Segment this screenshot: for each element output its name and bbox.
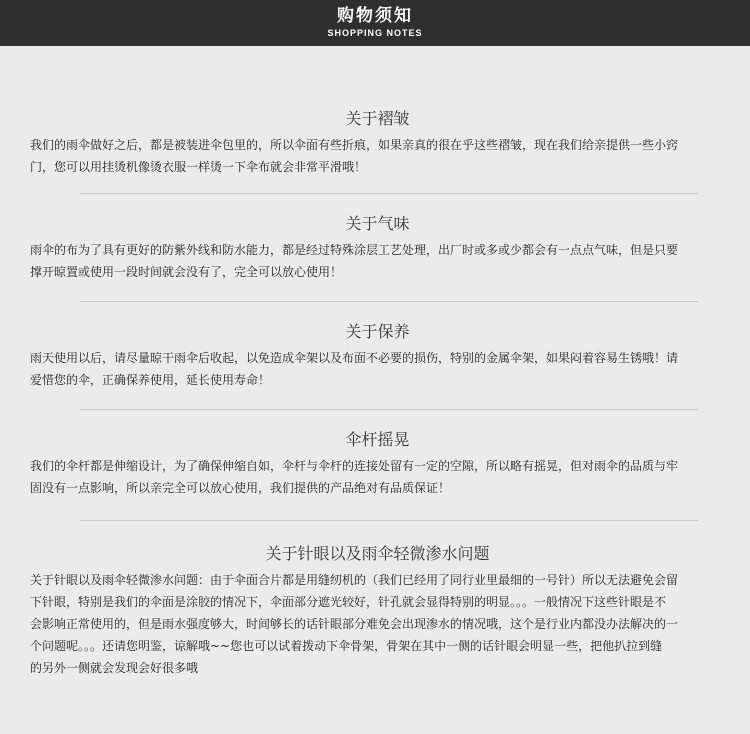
section-title: 关于针眼以及雨伞轻微渗水问题: [265, 544, 490, 563]
section-body: 我们的雨伞做好之后，都是被装进伞包里的，所以伞面有些折痕，如果亲真的很在乎这些褶皱，现在我们给亲提供一些小窍 门，您可以用挂烫机像烫衣服一样烫一下伞布就会非常平滑哦！: [30, 138, 679, 174]
divider: [80, 301, 698, 302]
section-body: 关于针眼以及雨伞轻微渗水问题：由于伞面合片都是用缝纫机的（我们已经用了同行业里最细的一号针）所以无法避免会留 下针眼，特别是我们的伞面是涂胶的情况下，伞面部分遮光较好，针孔就会显得特别的明显。。。一般情况下这些针眼是不 会影响正常使用的，但是雨水强度够大，时间够长的话针眼部分难免会出现渗水的情况哦，这个是行业内都没办法解决的一 个问题呢。。。还请您明鉴，谅解哦~~您也可以试着拨动下伞骨架，骨架在其中一侧的话针眼会明显一些，把他扒拉到缝 的另外一侧就会发现会好很多哦: [30, 573, 679, 675]
header-title: 购物须知: [337, 6, 413, 26]
section-title: 关于褶皱: [345, 109, 410, 128]
divider: [80, 193, 698, 194]
section-care: [30, 321, 725, 391]
divider: [80, 520, 698, 521]
section-body: 雨天使用以后，请尽量晾干雨伞后收起，以免造成伞架以及布面不必要的损伤，特别的金属伞架，如果闷着容易生锈哦！请 爱惜您的伞，正确保养使用，延长使用寿命！: [30, 351, 679, 387]
section-odor: [30, 213, 725, 283]
header-subtitle: SHOPPING NOTES: [327, 28, 423, 38]
section-body: 雨伞的布为了具有更好的防紫外线和防水能力，都是经过特殊涂层工艺处理，出厂时或多或少都会有一点点气味，但是只要 撑开晾置或使用一段时间就会没有了，完全可以放心使用！: [30, 243, 679, 279]
section-title: 关于气味: [345, 214, 410, 233]
section-title: 关于保养: [345, 322, 410, 341]
section-shaft-wobble: [30, 429, 725, 499]
section-wrinkles: [30, 108, 725, 178]
section-title: 伞杆摇晃: [345, 430, 410, 449]
page-header: [0, 0, 750, 46]
divider: [80, 409, 698, 410]
section-needle-holes: [30, 543, 725, 679]
section-body: 我们的伞杆都是伸缩设计，为了确保伸缩自如，伞杆与伞杆的连接处留有一定的空隙，所以略有摇晃，但对雨伞的品质与牢 固没有一点影响，所以亲完全可以放心使用，我们提供的产品绝对有品质保证！: [30, 459, 679, 495]
